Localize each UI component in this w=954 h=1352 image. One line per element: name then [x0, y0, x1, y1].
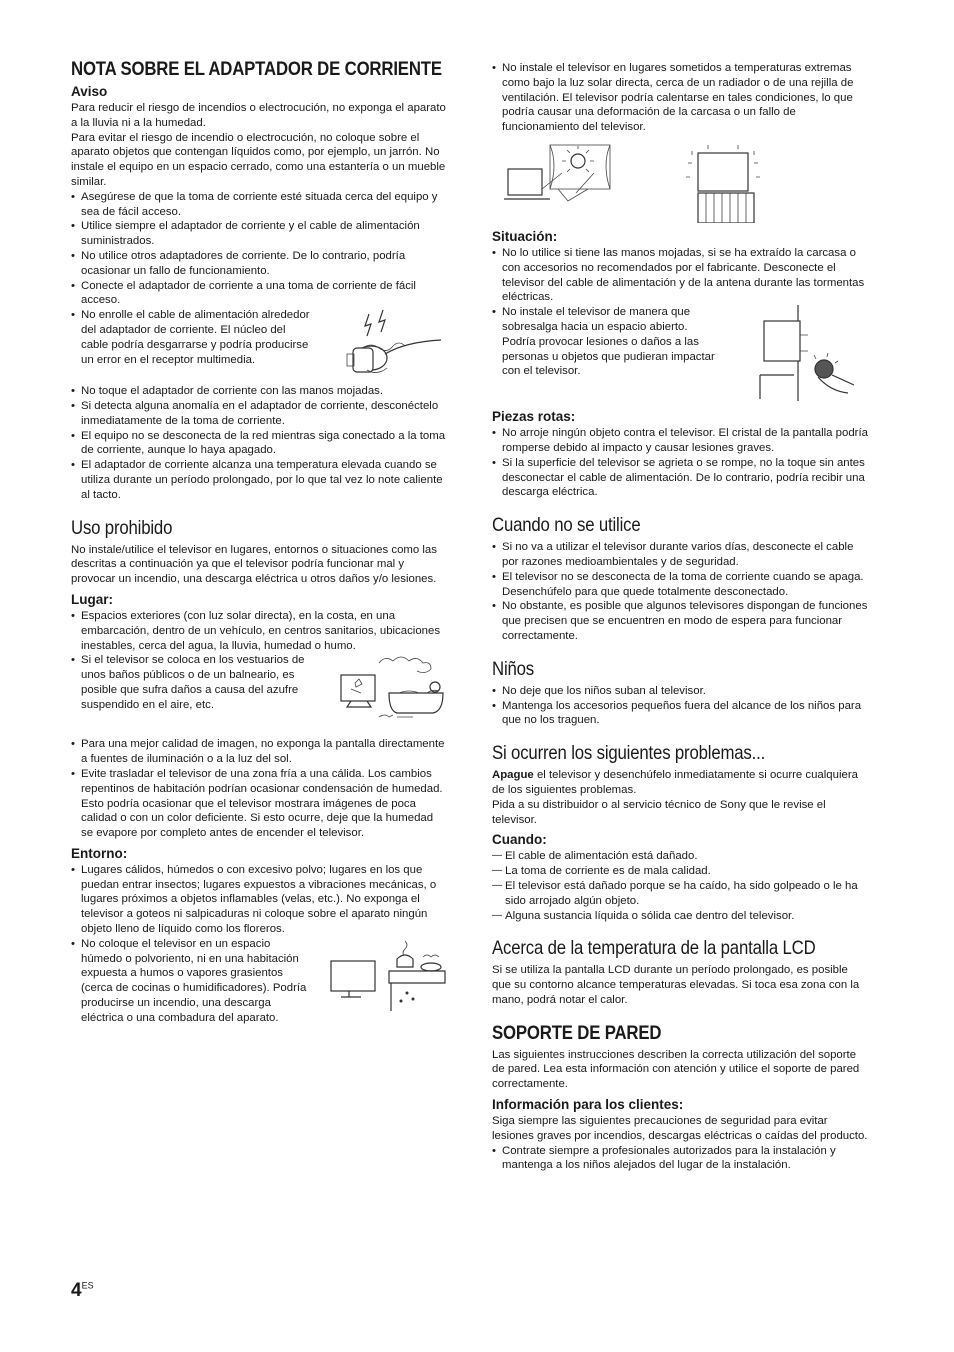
list-item: • Para una mejor calidad de imagen, no exponga la pantalla directamente a fuentes de iluminación o a la luz del sol.	[71, 737, 447, 767]
lugar-list	[71, 609, 447, 653]
lugar-list-continued	[71, 737, 447, 841]
list-item: • Si el televisor se coloca en los vestuarios de unos baños públicos o de un balneario, es posible que sufra daños a causa del azufre suspendido en el aire, etc.	[71, 653, 325, 712]
info-heading: Información para los clientes:	[492, 1097, 684, 1113]
list-item: — El televisor está dañado porque se ha caído, ha sido golpeado o le ha sido arrojado algún objeto.	[492, 879, 870, 909]
soporte-title: SOPORTE DE PARED	[492, 1021, 662, 1044]
temp-paragraph: Si se utiliza la pantalla LCD durante un período prolongado, es posible que su contorno alcance temperaturas elevadas. Si toca esa zona con la mano, podrá notar el calor.	[492, 964, 860, 1006]
situacion-list	[492, 246, 870, 305]
uso-paragraph: No instale/utilice el televisor en lugares, entornos o situaciones como las descritas a continuación ya que el televisor podría funcionar mal y provocar un incendio, una descarga eléctrica u otros daños y/o lesiones.	[71, 543, 437, 586]
coil-warning-row	[71, 308, 447, 380]
list-item: • El equipo no se desconecta de la red mientras siga conectado a la toma de corriente, aunque lo haya apagado.	[71, 429, 447, 459]
piezas-heading: Piezas rotas:	[492, 409, 576, 425]
list-item: • No enrolle el cable de alimentación alrededor del adaptador de corriente. El núcleo del cable podría desgarrarse y podría producirse un error en el receptor multimedia.	[71, 308, 311, 367]
cuando-no-section	[492, 514, 870, 644]
list-item: • Si no va a utilizar el televisor durante varios días, desconecte el cable por razones medioambientales y de seguridad.	[492, 540, 870, 570]
problemas-paragraph-1	[492, 768, 870, 798]
list-item: • El televisor no se desconecta de la toma de corriente cuando se apaga. Desenchúfelo para que quede totalmente desconectado.	[492, 570, 870, 600]
cuando-heading: Cuando:	[492, 832, 547, 848]
list-item: • Asegúrese de que la toma de corriente esté situada cerca del equipo y sea de fácil acceso.	[71, 190, 447, 220]
aviso-heading: Aviso	[71, 84, 108, 99]
aviso-paragraph-1: Para reducir el riesgo de incendios o electrocución, no exponga el aparato a la lluvia ni a la humedad.	[71, 102, 446, 129]
list-item: • No deje que los niños suban al televisor.	[492, 684, 870, 699]
cuando-no-title: Cuando no se utilice	[492, 514, 641, 537]
kitchen-tv-illustration	[327, 937, 447, 1015]
temperature-list	[492, 61, 870, 135]
info-list	[492, 1144, 870, 1174]
right-column	[492, 61, 870, 1173]
list-item: • Si la superficie del televisor se agrieta o se rompe, no la toque sin antes desconectar el cable de alimentación. De lo contrario, podría recibir una descarga eléctrica.	[492, 456, 870, 500]
list-item: • No arroje ningún objeto contra el televisor. El cristal de la pantalla podría romperse debido al impacto y causar lesiones graves.	[492, 426, 870, 456]
overhang-warning-row	[492, 305, 870, 401]
left-column	[71, 58, 447, 1026]
sunlight-tv-illustration	[502, 143, 622, 217]
aviso-list-continued	[71, 384, 447, 502]
list-item: • Si detecta alguna anomalía en el adaptador de corriente, desconéctelo inmediatamente de la toma de corriente.	[71, 399, 447, 429]
entorno-heading: Entorno:	[71, 845, 128, 861]
list-item: • No utilice otros adaptadores de corriente. De lo contrario, podría ocasionar un fallo de funcionamiento.	[71, 249, 447, 279]
situacion-heading: Situación:	[492, 228, 558, 244]
info-paragraph: Siga siempre las siguientes precauciones de seguridad para evitar lesiones graves por incendios, descargas eléctricas o caídas del producto.	[492, 1115, 868, 1142]
problemas-section	[492, 742, 870, 923]
piezas-list	[492, 426, 870, 500]
coiled-adapter-illustration	[339, 308, 447, 380]
ninos-title: Niños	[492, 657, 535, 680]
wall-mount-impact-illustration	[758, 305, 870, 401]
adapter-title: NOTA SOBRE EL ADAPTADOR DE CORRIENTE	[71, 58, 442, 80]
list-item: • Evite trasladar el televisor de una zona fría a una cálida. Los cambios repentinos de habitación podrían ocasionar condensación de humedad. Esto podría ocasionar que el televisor mostrara imágenes de poca calidad o con un color deficiente. Si esto ocurre, deje que la humedad se evapore por completo antes de encender el televisor.	[71, 767, 447, 841]
entorno-list	[71, 863, 447, 937]
bath-warning-row	[71, 653, 447, 725]
sun-radiator-illustrations	[502, 143, 870, 223]
list-item: • Contrate siempre a profesionales autorizados para la instalación y mantenga a los niños alejados del lugar de la instalación.	[492, 1144, 870, 1174]
soporte-section	[492, 1022, 870, 1174]
uso-title: Uso prohibido	[71, 516, 173, 539]
problemas-title: Si ocurren los siguientes problemas...	[492, 742, 766, 765]
kitchen-warning-row	[71, 937, 447, 1026]
page-number	[71, 1280, 94, 1302]
list-item: • Lugares cálidos, húmedos o con excesivo polvo; lugares en los que puedan entrar insectos; lugares expuestos a vibraciones mecánicas, o lugares próximos a objetos inflamables (velas, etc.). No exponga el televisor a goteos ni salpicaduras ni coloque sobre el aparato ningún objeto lleno de líquido como los floreros.	[71, 863, 447, 937]
radiator-tv-illustration	[678, 143, 768, 223]
list-item: • Espacios exteriores (con luz solar directa), en la costa, en una embarcación, dentro de un vehículo, en centros sanitarios, ubicaciones inestables, cerca del agua, la lluvia, humedad o humo.	[71, 609, 447, 653]
ninos-section	[492, 658, 870, 728]
list-item: • No lo utilice si tiene las manos mojadas, si se ha extraído la carcasa o con accesorios no recomendados por el fabricante. Desconecte el televisor del cable de alimentación y de la antena durante las tormentas eléctricas.	[492, 246, 870, 305]
apague-bold: Apague	[492, 769, 534, 782]
soporte-paragraph: Las siguientes instrucciones describen la correcta utilización del soporte de pared. Lea esta información con atención y utilice el soporte de pared correctamente.	[492, 1048, 860, 1091]
list-item: • Conecte el adaptador de corriente a una toma de corriente de fácil acceso.	[71, 279, 447, 309]
list-item: • No obstante, es posible que algunos televisores dispongan de funciones que precisen que se encuentren en modo de espera para funcionar correctamente.	[492, 599, 870, 643]
lugar-heading: Lugar:	[71, 591, 113, 607]
list-item: • Utilice siempre el adaptador de corriente y el cable de alimentación suministrados.	[71, 219, 447, 249]
list-item: • El adaptador de corriente alcanza una temperatura elevada cuando se utiliza durante un período prolongado, por lo que tal vez lo note caliente al tacto.	[71, 458, 447, 502]
problemas-paragraph-2: Pida a su distribuidor o al servicio técnico de Sony que le revise el televisor.	[492, 798, 826, 826]
cuando-list	[492, 849, 870, 923]
temp-title: Acerca de la temperatura de la pantalla LCD	[492, 937, 816, 960]
problemas-text: el televisor y desenchúfelo inmediatamente si ocurre cualquiera de los siguientes problemas.	[492, 769, 858, 796]
bathhouse-tv-illustration	[339, 653, 447, 725]
aviso-list	[71, 190, 447, 308]
page-language-suffix: ES	[81, 1280, 94, 1291]
list-item: • Mantenga los accesorios pequeños fuera del alcance de los niños para que no los traguen.	[492, 699, 870, 729]
list-item: • No coloque el televisor en un espacio húmedo o polvoriento, ni en una habitación expuesta a humos o vapores grasientos (cerca de cocinas o humidificadores). Podría producirse un incendio, una descarga eléctrica o una combadura del aparato.	[71, 937, 307, 1026]
list-item: • No instale el televisor en lugares sometidos a temperaturas extremas como bajo la luz solar directa, cerca de un radiador o de una rejilla de ventilación. El televisor podría calentarse en tales condiciones, lo que podría causar una deformación de la carcasa o un fallo de funcionamiento del televisor.	[492, 61, 870, 135]
ninos-list	[492, 684, 870, 728]
list-item: • No instale el televisor de manera que sobresalga hacia un espacio abierto. Podría provocar lesiones o daños a las personas u objetos que pudieran impactar con el televisor.	[492, 305, 724, 379]
temperatura-section	[492, 937, 870, 1007]
list-item: — La toma de corriente es de mala calidad.	[492, 864, 870, 879]
list-item: — Alguna sustancia líquida o sólida cae dentro del televisor.	[492, 909, 870, 924]
uso-prohibido-section	[71, 517, 447, 1026]
aviso-paragraph-2: Para evitar el riesgo de incendio o electrocución, no coloque sobre el aparato objetos que contengan líquidos como, por ejemplo, un jarrón. No instale el equipo en un espacio cerrado, como una estantería o un mueble similar.	[71, 131, 446, 188]
list-item: • No toque el adaptador de corriente con las manos mojadas.	[71, 384, 447, 399]
cuando-no-list	[492, 540, 870, 644]
list-item: — El cable de alimentación está dañado.	[492, 849, 870, 864]
page-number-digit: 4	[71, 1280, 82, 1301]
